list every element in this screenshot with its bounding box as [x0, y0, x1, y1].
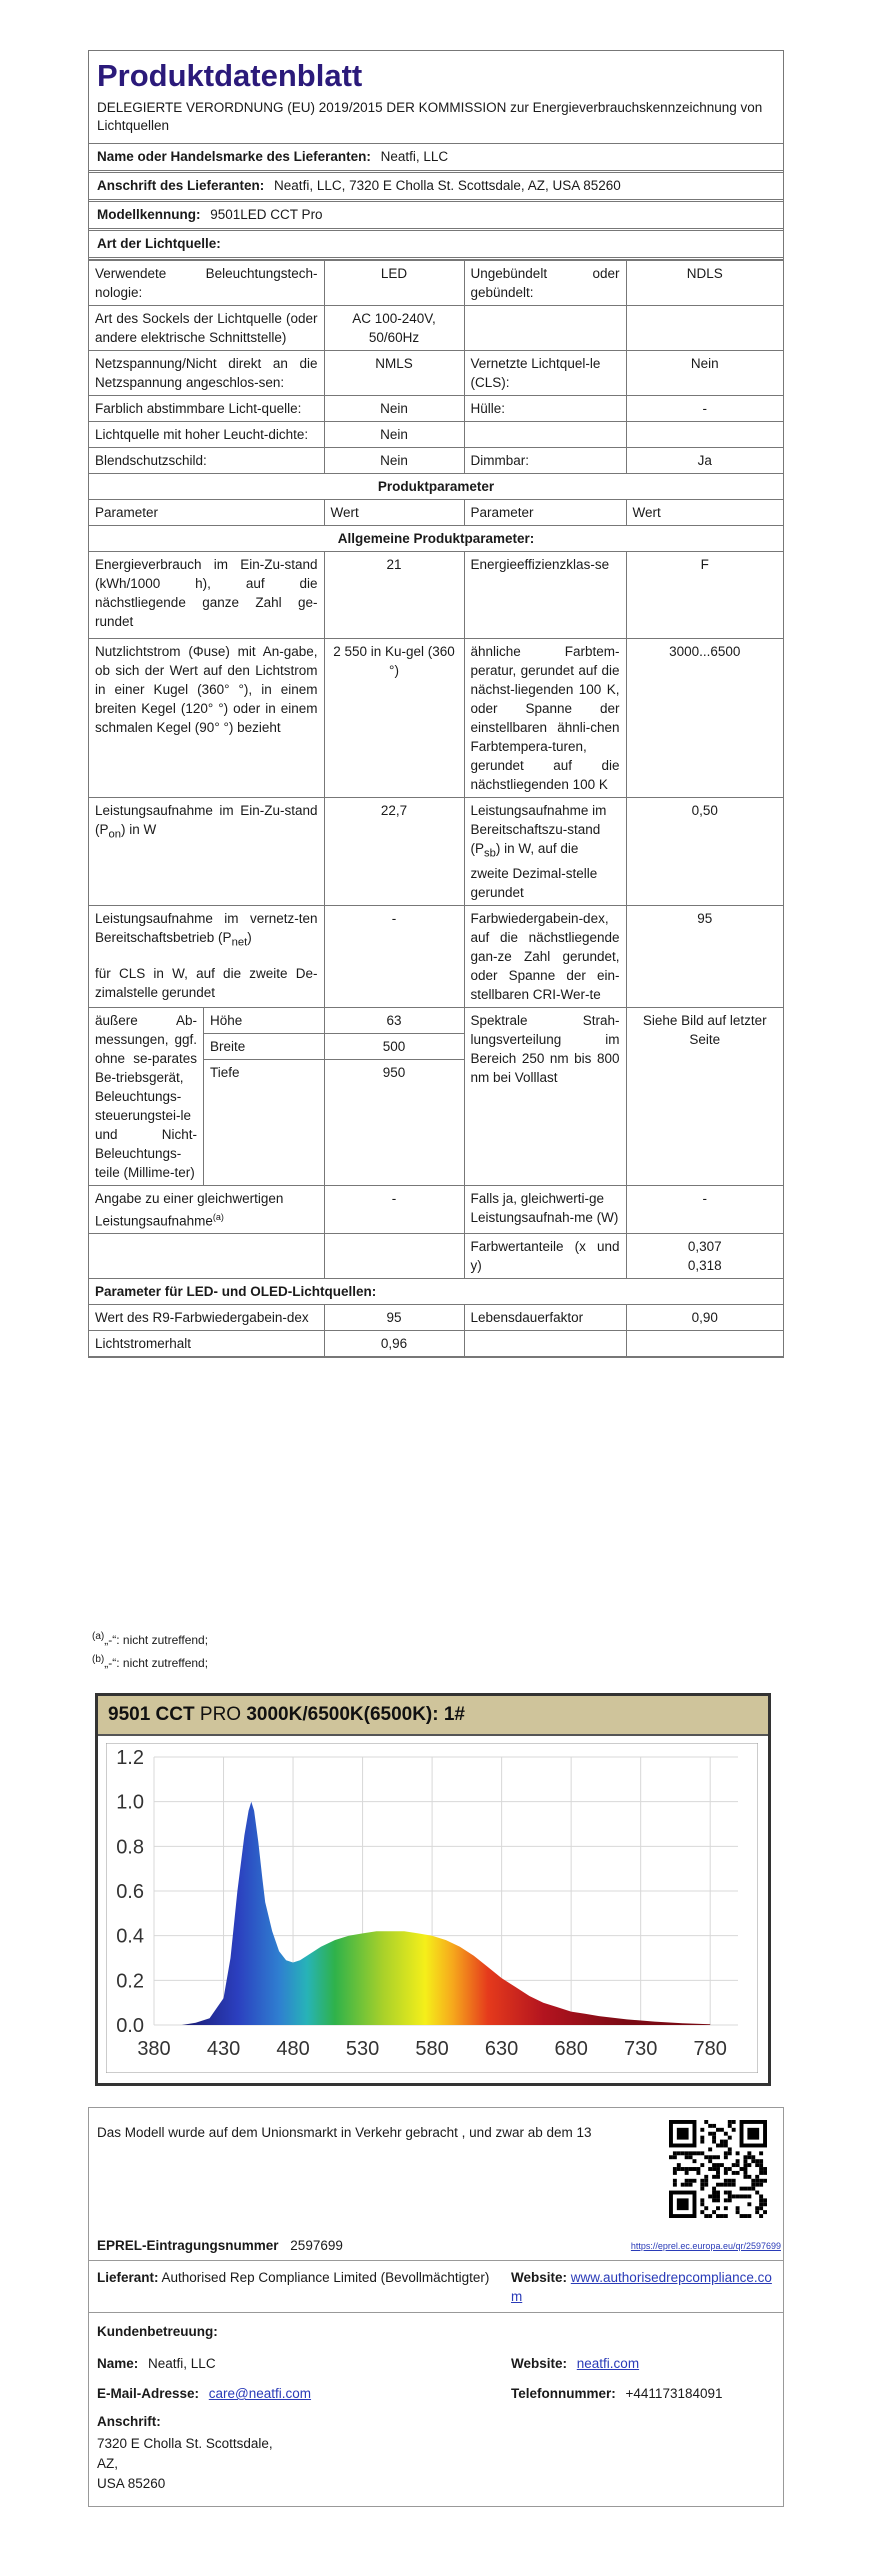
- label-text: Leistungsaufnahme im vernetz-ten Bereitschaftsbetrieb (P: [95, 910, 318, 945]
- support-address: [97, 2434, 397, 2494]
- cell-value: 0,96: [324, 1331, 464, 1357]
- supplier-name-label: Name oder Handelsmarke des Lieferanten:: [97, 149, 371, 164]
- cell-label: Farblich abstimmbare Licht-quelle:: [89, 396, 324, 422]
- y-tick-label: 0.4: [116, 1925, 144, 1948]
- page-title: Produktdatenblatt: [97, 58, 363, 93]
- qr-code-icon[interactable]: [669, 2120, 767, 2218]
- cell-value: Nein: [626, 351, 783, 396]
- section-header-row: [89, 1279, 783, 1305]
- led-parameters-title: Parameter für LED- und OLED-Lichtquellen:: [89, 1279, 783, 1305]
- spectrum-chart: [106, 1743, 758, 2073]
- cell-empty: [626, 422, 783, 448]
- cell-value: 3000...6500: [626, 639, 783, 798]
- table-row: [89, 905, 783, 1007]
- label-text: ) in W, auf die zweite Dezimal-stelle gerundet: [470, 841, 598, 900]
- table-row: [89, 1305, 783, 1331]
- label-sup: (a): [212, 1211, 224, 1222]
- cell-value: 2 550 in Ku-gel (360 °): [324, 639, 464, 798]
- eprel-website-link[interactable]: www.authorisedrepcompliance.com: [511, 2270, 772, 2304]
- support-website-link[interactable]: neatfi.com: [576, 2356, 640, 2371]
- cell-label: Lebensdauerfaktor: [464, 1305, 626, 1331]
- table-row: [89, 552, 783, 639]
- cell-label: Falls ja, gleichwerti-ge Leistungsaufnah-me (W): [464, 1185, 626, 1234]
- cell-value: -: [626, 396, 783, 422]
- dims-values-table: [325, 1008, 464, 1085]
- y-tick-label: 1.0: [116, 1791, 144, 1814]
- table-row: [89, 1007, 783, 1185]
- cell-label: Lichtstromerhalt: [89, 1331, 324, 1357]
- table-row: [89, 306, 783, 351]
- width-value: 500: [325, 1033, 464, 1059]
- x-tick-label: 380: [137, 2038, 171, 2060]
- eprel-supplier-value: Authorised Rep Compliance Limited (Bevollmächtigter): [161, 2270, 490, 2285]
- cell-label: Blendschutzschild:: [89, 448, 324, 474]
- cell-label: Verwendete Beleuchtungstech-nologie:: [89, 261, 324, 306]
- cell-empty: [324, 1234, 464, 1279]
- product-parameters-title: Produktparameter: [89, 474, 783, 500]
- dims-table: [204, 1008, 324, 1085]
- model-label: Modellkennung:: [97, 207, 201, 222]
- label-text: ) in W: [121, 822, 157, 837]
- x-tick-label: 580: [415, 2038, 449, 2060]
- divider: [89, 2260, 783, 2261]
- chroma-y: 0,318: [687, 1258, 722, 1274]
- cell-value: NDLS: [626, 261, 783, 306]
- footnote-b: [92, 1650, 208, 1673]
- table-row: [89, 798, 783, 906]
- footnote-b-text: „-“: nicht zutreffend;: [104, 1656, 209, 1670]
- eprel-supplier-label: Lieferant:: [97, 2270, 159, 2285]
- table-row: [89, 1185, 783, 1234]
- support-email-row: [97, 2386, 497, 2401]
- market-text: Das Modell wurde auf dem Unionsmarkt in Verkehr gebracht , und zwar ab dem 13: [97, 2125, 592, 2140]
- spectrum-chart-frame: [95, 1693, 771, 2086]
- address-line: AZ,: [97, 2456, 119, 2471]
- column-header-parameter: Parameter: [89, 500, 324, 526]
- cell-value: F: [626, 552, 783, 639]
- table-row: [89, 1331, 783, 1357]
- cell-label: ähnliche Farbtem-peratur, gerundet auf die nächst-liegenden 100 K, oder Spanne der einstellbaren ähnli-chen Farbtempera-turen, gerundet auf die nächstliegenden 100 K: [464, 639, 626, 798]
- footnote-a: [92, 1627, 208, 1650]
- dims-values-cell: [324, 1007, 464, 1185]
- eprel-url-link[interactable]: https://eprel.ec.europa.eu/qr/2597699: [630, 2241, 781, 2251]
- cell-label: Art des Sockels der Lichtquelle (oder andere elektrische Schnittstelle): [89, 306, 324, 351]
- address-line: USA 85260: [97, 2476, 166, 2491]
- divider: [89, 2312, 783, 2313]
- address-line: 7320 E Cholla St. Scottsdale,: [97, 2436, 273, 2451]
- light-source-type-row: [89, 231, 783, 260]
- height-label: Höhe: [204, 1008, 324, 1034]
- y-tick-label: 0.6: [116, 1881, 144, 1903]
- eprel-supplier-row: [97, 2268, 497, 2287]
- eprel-number-label: EPREL-Eintragungsnummer: [97, 2238, 279, 2253]
- cell-value: 22,7: [324, 798, 464, 906]
- cell-value: -: [324, 905, 464, 1007]
- cell-value: 21: [324, 552, 464, 639]
- chart-header: [98, 1696, 768, 1736]
- cell-label: [89, 905, 324, 1007]
- support-name-row: [97, 2356, 397, 2371]
- chroma-x: 0,307: [687, 1239, 722, 1255]
- cell-label: Farbwertanteile (x und y): [464, 1234, 626, 1279]
- label-text: Leistungsaufnahme im Ein-Zu-stand (P: [95, 803, 318, 837]
- cell-value: Siehe Bild auf letzter Seite: [626, 1007, 783, 1185]
- cell-empty: [626, 306, 783, 351]
- footnote-a-mark: (a): [92, 1631, 105, 1642]
- cell-value: -: [626, 1185, 783, 1234]
- cell-value: 0,90: [626, 1305, 783, 1331]
- label-text: ): [247, 929, 252, 945]
- cell-label: Dimmbar:: [464, 448, 626, 474]
- cell-label: Farbwiedergabein-dex, auf die nächstliegende gan-ze Zahl gerundet, oder Spanne der ein-stellbaren CRI-Wer-te: [464, 905, 626, 1007]
- label-text: für CLS in W, auf die zweite De-zimalstelle gerundet: [95, 966, 318, 1001]
- model-row: [89, 202, 783, 231]
- eprel-website-label: Website:: [511, 2270, 568, 2285]
- cell-label: Energieverbrauch im Ein-Zu-stand (kWh/1000 h), auf die nächstliegende ganze Zahl ge-rundet: [89, 552, 324, 639]
- section-header-row: [89, 474, 783, 500]
- cell-value: 0,50: [626, 798, 783, 906]
- eprel-info-box: [88, 2107, 784, 2507]
- table-row: [89, 1234, 783, 1279]
- table-row: [89, 448, 783, 474]
- table-row: [89, 639, 783, 798]
- y-tick-label: 0.8: [116, 1836, 144, 1859]
- support-address-label: Anschrift:: [97, 2414, 161, 2429]
- cell-empty: [464, 422, 626, 448]
- cell-label: [89, 1185, 324, 1234]
- cell-value: 95: [626, 905, 783, 1007]
- dims-subcells: [204, 1008, 324, 1185]
- cell-label: Wert des R9-Farbwiedergabein-dex: [89, 1305, 324, 1331]
- cell-value: AC 100-240V, 50/60Hz: [324, 306, 464, 351]
- column-header-value: Wert: [324, 500, 464, 526]
- x-tick-label: 680: [554, 2038, 588, 2060]
- width-label: Breite: [204, 1033, 324, 1059]
- cell-label: Lichtquelle mit hoher Leucht-dichte:: [89, 422, 324, 448]
- support-email-label: E-Mail-Adresse:: [97, 2386, 200, 2401]
- supplier-name-value: Neatfi, LLC: [380, 149, 449, 164]
- x-tick-label: 530: [345, 2038, 380, 2060]
- cell-label: [89, 798, 324, 906]
- cell-empty: [464, 1331, 626, 1357]
- dimensions-cell: [89, 1007, 324, 1185]
- cell-label: Nutzlichtstrom (Φuse) mit An-gabe, ob sich der Wert auf den Lichtstrom in einer Kugel (360° °), in einem breiten Kegel (120° °) oder in einem schmalen Kegel (90° °) bezieht: [89, 639, 324, 798]
- table-row: [89, 261, 783, 306]
- x-tick-label: 730: [623, 2038, 658, 2060]
- support-website-row: [511, 2356, 779, 2371]
- support-email-link[interactable]: care@neatfi.com: [208, 2386, 312, 2401]
- cell-label: Spektrale Strah-lungsverteilung im Bereich 250 nm bis 800 nm bei Volllast: [464, 1007, 626, 1185]
- depth-value: 950: [382, 1064, 406, 1080]
- general-parameters-title: Allgemeine Produktparameter:: [89, 526, 783, 552]
- label-text: Leistungsaufnahme im Bereitschaftszu-stand (P: [470, 803, 607, 856]
- table-row: [89, 396, 783, 422]
- supplier-address-row: [89, 173, 783, 202]
- depth-label: Tiefe: [210, 1064, 240, 1080]
- cell-label: Energieeffizienzklas-se: [464, 552, 626, 639]
- column-header-row: [89, 500, 783, 526]
- dimensions-layout: [89, 1008, 324, 1185]
- cell-value: Nein: [324, 422, 464, 448]
- supplier-address-value: Neatfi, LLC, 7320 E Cholla St. Scottsdale, AZ, USA 85260: [274, 178, 621, 193]
- x-tick-label: 480: [276, 2038, 310, 2060]
- support-website-label: Website:: [511, 2356, 568, 2371]
- cell-empty: [626, 1331, 783, 1357]
- regulation-subtitle: DELEGIERTE VERORDNUNG (EU) 2019/2015 DER KOMMISSION zur Energieverbrauchskennzeichnung von Lichtquellen: [97, 100, 763, 133]
- cell-value: [626, 1234, 783, 1279]
- x-tick-label: 780: [693, 2038, 727, 2060]
- supplier-name-row: [89, 144, 783, 173]
- cell-value: NMLS: [324, 351, 464, 396]
- cell-value: Nein: [324, 448, 464, 474]
- cell-value: 95: [324, 1305, 464, 1331]
- title-block: [89, 51, 783, 144]
- label-text: Angabe zu einer gleichwertigen Leistungsaufnahme: [95, 1190, 284, 1229]
- cell-empty: [89, 1234, 324, 1279]
- cell-label: Hülle:: [464, 396, 626, 422]
- footnote-b-mark: (b): [92, 1654, 105, 1665]
- supplier-address-label: Anschrift des Lieferanten:: [97, 178, 265, 193]
- x-tick-label: 630: [484, 2038, 519, 2060]
- cell-value: -: [324, 1185, 464, 1234]
- chart-header-rest: 3000K/6500K(6500K): 1#: [246, 1704, 465, 1725]
- cell-label: Netzspannung/Nicht direkt an die Netzspannung angeschlos-sen:: [89, 351, 324, 396]
- cell-value: Ja: [626, 448, 783, 474]
- parameters-table: [89, 260, 783, 1357]
- cell-label: äußere Ab-messungen, ggf. ohne se-parates Be-triebsgerät, Beleuchtungs-steuerungstei-le und Nicht-Beleuchtungs-teile (Millime-ter): [89, 1008, 204, 1185]
- customer-support-title: Kundenbetreuung:: [97, 2324, 218, 2339]
- eprel-number-value: 2597699: [290, 2238, 343, 2253]
- table-row: [89, 422, 783, 448]
- cell-value: Nein: [324, 396, 464, 422]
- cell-label: Ungebündelt oder gebündelt:: [464, 261, 626, 306]
- label-sub: sb: [484, 847, 496, 860]
- cell-label: Vernetzte Lichtquel-le (CLS):: [464, 351, 626, 396]
- support-name-label: Name:: [97, 2356, 139, 2371]
- y-tick-label: 0.2: [116, 1970, 144, 1993]
- footnote-a-text: „-“: nicht zutreffend;: [104, 1633, 209, 1647]
- model-value: 9501LED CCT Pro: [210, 207, 323, 222]
- chart-header-model: 9501 CCT: [108, 1704, 195, 1725]
- product-datasheet: [88, 50, 784, 1358]
- y-tick-label: 1.2: [116, 1747, 144, 1769]
- support-phone-label: Telefonnummer:: [511, 2386, 616, 2401]
- label-sub: net: [231, 936, 248, 949]
- x-tick-label: 430: [206, 2038, 241, 2060]
- table-row: [89, 351, 783, 396]
- light-source-type-label: Art der Lichtquelle:: [97, 236, 221, 251]
- eprel-website-row: [511, 2268, 779, 2306]
- support-phone-value: +441173184091: [625, 2386, 723, 2401]
- height-value: 63: [325, 1008, 464, 1034]
- chart-header-pro: PRO: [199, 1704, 242, 1725]
- cell-value: LED: [324, 261, 464, 306]
- support-name-value: Neatfi, LLC: [148, 2356, 216, 2371]
- footnotes: [92, 1627, 208, 1673]
- column-header-value: Wert: [626, 500, 783, 526]
- label-sub: on: [108, 828, 122, 841]
- cell-label: [464, 798, 626, 906]
- column-header-parameter: Parameter: [464, 500, 626, 526]
- cell-empty: [464, 306, 626, 351]
- support-phone-row: [511, 2386, 779, 2401]
- section-header-row: [89, 526, 783, 552]
- y-tick-label: 0.0: [116, 2015, 144, 2037]
